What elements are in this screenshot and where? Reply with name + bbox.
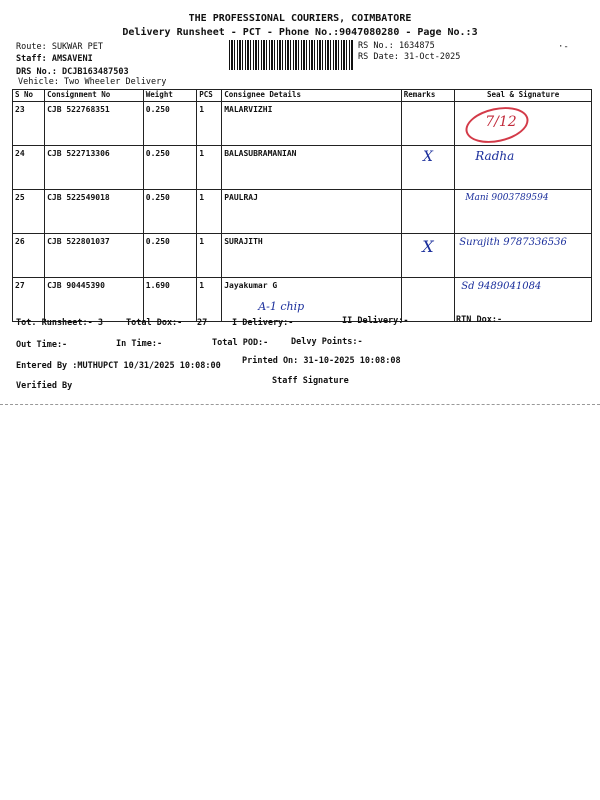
staff-label: Staff: AMSAVENI — [16, 54, 93, 64]
handwritten-note: A-1 chip — [258, 300, 305, 313]
drs-number: DRS No.: DCJB163487503 — [16, 67, 129, 77]
cell-sno: 23 — [13, 102, 45, 146]
cell-signature — [455, 234, 592, 278]
remark-cross: X — [423, 149, 433, 165]
cell-consignment: CJB 522801037 — [45, 234, 144, 278]
delvy-points: Delvy Points:- — [291, 337, 363, 347]
rs-number: RS No.: 1634875 — [358, 41, 435, 51]
verified-by: Verified By — [16, 381, 73, 391]
cell-sno: 25 — [13, 190, 45, 234]
table-row — [13, 190, 592, 234]
cell-pcs: 1 — [197, 234, 222, 278]
col-sno: S No — [13, 90, 45, 102]
cell-consignee: BALASUBRAMANIAN — [222, 146, 402, 190]
col-signature: Seal & Signature — [455, 90, 592, 102]
corner-mark: ·- — [558, 42, 569, 52]
cell-consignment: CJB 522713306 — [45, 146, 144, 190]
vehicle-label: Vehicle: Two Wheeler Delivery — [18, 77, 167, 87]
page-divider — [0, 404, 600, 405]
col-consignment: Consignment No — [45, 90, 144, 102]
staff-signature-label: Staff Signature — [272, 376, 349, 386]
cell-remarks — [401, 102, 455, 146]
cell-pcs: 1 — [197, 190, 222, 234]
tot-runsheet: Tot. Runsheet:- 3 — [16, 318, 103, 328]
i-delivery: I Delivery:- — [232, 318, 294, 328]
table-row — [13, 234, 592, 278]
runsheet-table — [12, 89, 592, 322]
col-pcs: PCS — [197, 90, 222, 102]
cell-remarks — [401, 234, 455, 278]
handwritten-signature: Surajith 9787336536 — [459, 237, 567, 248]
consignee-name: Jayakumar G — [224, 281, 278, 290]
cell-weight: 0.250 — [143, 190, 197, 234]
handwritten-signature: Sd 9489041084 — [461, 281, 542, 292]
cell-consignment: CJB 90445390 — [45, 278, 144, 322]
cell-remarks — [401, 190, 455, 234]
table-header-row — [13, 90, 592, 102]
cell-sno: 24 — [13, 146, 45, 190]
cell-signature — [455, 102, 592, 146]
cell-pcs: 1 — [197, 278, 222, 322]
rtn-dox: RTN Dox:- — [456, 315, 503, 325]
col-remarks: Remarks — [401, 90, 455, 102]
total-dox-label: Total Dox:- — [126, 318, 183, 328]
cell-consignee: PAULRAJ — [222, 190, 402, 234]
remark-cross: X — [422, 237, 434, 256]
col-weight: Weight — [143, 90, 197, 102]
cell-weight: 0.250 — [143, 102, 197, 146]
rs-date: RS Date: 31-Oct-2025 — [358, 52, 461, 62]
cell-consignee: MALARVIZHI — [222, 102, 402, 146]
cell-sno: 27 — [13, 278, 45, 322]
handwritten-signature: Radha — [475, 149, 515, 163]
cell-weight: 1.690 — [143, 278, 197, 322]
cell-signature — [455, 190, 592, 234]
cell-weight: 0.250 — [143, 146, 197, 190]
ii-delivery: II Delivery:- — [342, 316, 409, 326]
handwritten-signature: Mani 9003789594 — [465, 193, 549, 203]
col-consignee: Consignee Details — [222, 90, 402, 102]
in-time: In Time:- — [116, 339, 163, 349]
total-pod: Total POD:- — [212, 338, 269, 348]
cell-weight: 0.250 — [143, 234, 197, 278]
cell-consignee — [222, 278, 402, 322]
cell-sno: 26 — [13, 234, 45, 278]
barcode — [229, 40, 354, 70]
runsheet-title: Delivery Runsheet - PCT - Phone No.:9047080280 - Page No.:3 — [122, 27, 478, 38]
cell-consignee: SURAJITH — [222, 234, 402, 278]
table-row — [13, 146, 592, 190]
company-title: THE PROFESSIONAL COURIERS, COIMBATORE — [188, 13, 412, 24]
cell-remarks — [401, 278, 455, 322]
route-label: Route: SUKWAR PET — [16, 42, 103, 52]
table-row — [13, 278, 592, 322]
handwritten-signature: 7/12 — [485, 114, 517, 130]
cell-pcs: 1 — [197, 102, 222, 146]
cell-pcs: 1 — [197, 146, 222, 190]
cell-signature — [455, 146, 592, 190]
total-dox-value: 27 — [197, 318, 208, 328]
entered-by: Entered By :MUTHUPCT 10/31/2025 10:08:00 — [16, 361, 221, 371]
cell-consignment: CJB 522768351 — [45, 102, 144, 146]
printed-on: Printed On: 31-10-2025 10:08:08 — [242, 356, 401, 366]
out-time: Out Time:- — [16, 340, 68, 350]
cell-remarks — [401, 146, 455, 190]
cell-consignment: CJB 522549018 — [45, 190, 144, 234]
table-row — [13, 102, 592, 146]
